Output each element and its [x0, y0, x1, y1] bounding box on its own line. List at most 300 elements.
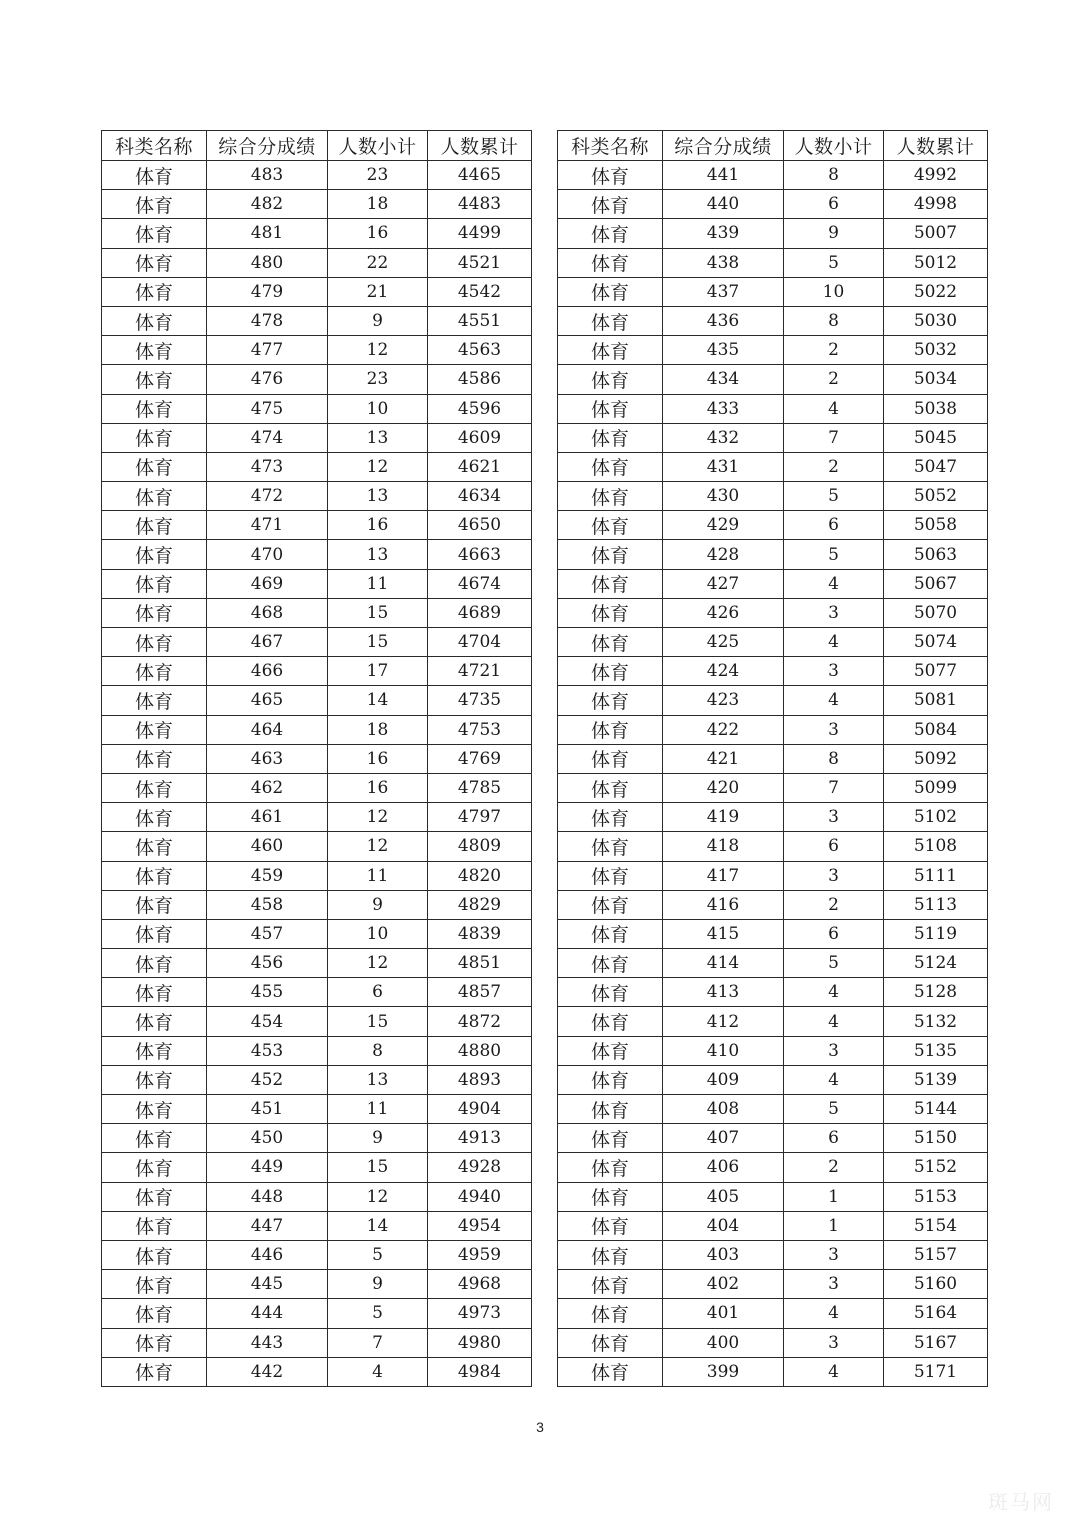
table-row [558, 1007, 988, 1036]
cell-category: 体育 [558, 365, 663, 394]
cell-count: 9 [784, 219, 884, 248]
cell-score: 452 [207, 1065, 328, 1094]
cell-category: 体育 [558, 306, 663, 335]
cell-cumulative: 4893 [428, 1065, 532, 1094]
cell-category: 体育 [102, 277, 207, 306]
cell-score: 480 [207, 248, 328, 277]
cell-category: 体育 [102, 1240, 207, 1269]
cell-count: 2 [784, 452, 884, 481]
cell-category: 体育 [558, 803, 663, 832]
cell-count: 18 [328, 190, 428, 219]
cell-count: 4 [784, 569, 884, 598]
cell-cumulative: 4609 [428, 423, 532, 452]
cell-score: 430 [663, 482, 784, 511]
cell-cumulative: 4857 [428, 978, 532, 1007]
table-row [558, 1328, 988, 1357]
cell-count: 3 [784, 598, 884, 627]
cell-count: 12 [328, 452, 428, 481]
cell-score: 399 [663, 1357, 784, 1386]
table-header-row [558, 131, 988, 161]
table-row [102, 161, 532, 190]
table-row [102, 949, 532, 978]
cell-category: 体育 [558, 540, 663, 569]
column-header-category: 科类名称 [102, 131, 207, 161]
cell-cumulative: 5152 [884, 1153, 988, 1182]
cell-cumulative: 4735 [428, 686, 532, 715]
table-row [102, 1095, 532, 1124]
cell-count: 4 [784, 394, 884, 423]
cell-count: 13 [328, 1065, 428, 1094]
cell-count: 16 [328, 511, 428, 540]
table-row [558, 919, 988, 948]
cell-score: 463 [207, 744, 328, 773]
cell-category: 体育 [102, 569, 207, 598]
cell-count: 15 [328, 628, 428, 657]
table-row [558, 1095, 988, 1124]
table-row [558, 744, 988, 773]
cell-score: 474 [207, 423, 328, 452]
cell-category: 体育 [102, 744, 207, 773]
cell-count: 12 [328, 832, 428, 861]
cell-category: 体育 [102, 628, 207, 657]
cell-category: 体育 [558, 1182, 663, 1211]
cell-category: 体育 [558, 511, 663, 540]
table-row [558, 1270, 988, 1299]
cell-category: 体育 [558, 219, 663, 248]
cell-category: 体育 [558, 1124, 663, 1153]
table-row [558, 686, 988, 715]
cell-score: 431 [663, 452, 784, 481]
cell-score: 416 [663, 890, 784, 919]
cell-cumulative: 4674 [428, 569, 532, 598]
table-row [102, 628, 532, 657]
cell-cumulative: 5092 [884, 744, 988, 773]
cell-cumulative: 4689 [428, 598, 532, 627]
cell-count: 9 [328, 1124, 428, 1153]
cell-count: 5 [784, 482, 884, 511]
cell-category: 体育 [558, 978, 663, 1007]
cell-cumulative: 5058 [884, 511, 988, 540]
cell-category: 体育 [102, 1153, 207, 1182]
table-row [102, 1065, 532, 1094]
cell-count: 4 [784, 1357, 884, 1386]
cell-count: 6 [784, 919, 884, 948]
cell-category: 体育 [558, 715, 663, 744]
cell-cumulative: 5128 [884, 978, 988, 1007]
cell-category: 体育 [558, 832, 663, 861]
table-row [558, 803, 988, 832]
cell-category: 体育 [558, 919, 663, 948]
cell-score: 439 [663, 219, 784, 248]
table-row [102, 219, 532, 248]
cell-count: 8 [784, 306, 884, 335]
cell-count: 12 [328, 949, 428, 978]
cell-score: 420 [663, 773, 784, 802]
cell-cumulative: 5084 [884, 715, 988, 744]
cell-cumulative: 5034 [884, 365, 988, 394]
cell-score: 482 [207, 190, 328, 219]
cell-score: 476 [207, 365, 328, 394]
cell-cumulative: 5135 [884, 1036, 988, 1065]
cell-category: 体育 [102, 715, 207, 744]
cell-score: 478 [207, 306, 328, 335]
cell-category: 体育 [558, 161, 663, 190]
cell-cumulative: 5032 [884, 336, 988, 365]
cell-category: 体育 [102, 919, 207, 948]
table-row [102, 1328, 532, 1357]
cell-cumulative: 5171 [884, 1357, 988, 1386]
table-row [102, 365, 532, 394]
cell-cumulative: 4650 [428, 511, 532, 540]
table-row [558, 452, 988, 481]
cell-category: 体育 [558, 890, 663, 919]
cell-score: 459 [207, 861, 328, 890]
cell-cumulative: 5154 [884, 1211, 988, 1240]
cell-score: 422 [663, 715, 784, 744]
cell-category: 体育 [102, 423, 207, 452]
cell-score: 462 [207, 773, 328, 802]
cell-count: 6 [328, 978, 428, 1007]
cell-cumulative: 5167 [884, 1328, 988, 1357]
cell-cumulative: 4785 [428, 773, 532, 802]
cell-score: 404 [663, 1211, 784, 1240]
cell-cumulative: 5077 [884, 657, 988, 686]
table-row [102, 861, 532, 890]
cell-score: 479 [207, 277, 328, 306]
cell-count: 5 [328, 1240, 428, 1269]
cell-score: 428 [663, 540, 784, 569]
cell-score: 472 [207, 482, 328, 511]
cell-count: 1 [784, 1182, 884, 1211]
cell-cumulative: 4621 [428, 452, 532, 481]
cell-category: 体育 [102, 1124, 207, 1153]
cell-count: 15 [328, 598, 428, 627]
cell-category: 体育 [102, 832, 207, 861]
cell-score: 441 [663, 161, 784, 190]
cell-score: 423 [663, 686, 784, 715]
cell-cumulative: 5074 [884, 628, 988, 657]
cell-category: 体育 [558, 452, 663, 481]
cell-count: 3 [784, 803, 884, 832]
cell-cumulative: 5012 [884, 248, 988, 277]
cell-score: 464 [207, 715, 328, 744]
cell-cumulative: 5052 [884, 482, 988, 511]
cell-count: 14 [328, 1211, 428, 1240]
cell-category: 体育 [102, 1299, 207, 1328]
table-row [102, 1007, 532, 1036]
cell-count: 3 [784, 861, 884, 890]
cell-cumulative: 4465 [428, 161, 532, 190]
score-table-right [557, 130, 988, 1387]
cell-score: 455 [207, 978, 328, 1007]
cell-count: 6 [784, 511, 884, 540]
cell-score: 409 [663, 1065, 784, 1094]
table-header-row [102, 131, 532, 161]
cell-count: 7 [784, 423, 884, 452]
cell-count: 3 [784, 715, 884, 744]
cell-score: 469 [207, 569, 328, 598]
table-row [102, 423, 532, 452]
cell-category: 体育 [558, 569, 663, 598]
table-row [558, 773, 988, 802]
cell-category: 体育 [102, 540, 207, 569]
cell-count: 11 [328, 1095, 428, 1124]
table-row [558, 832, 988, 861]
table-row [558, 423, 988, 452]
cell-cumulative: 5150 [884, 1124, 988, 1153]
cell-cumulative: 5160 [884, 1270, 988, 1299]
cell-count: 12 [328, 803, 428, 832]
cell-score: 442 [207, 1357, 328, 1386]
cell-cumulative: 4913 [428, 1124, 532, 1153]
cell-cumulative: 4551 [428, 306, 532, 335]
cell-count: 23 [328, 161, 428, 190]
table-row [102, 1153, 532, 1182]
table-row [558, 1299, 988, 1328]
score-table-left [101, 130, 532, 1387]
cell-category: 体育 [558, 1211, 663, 1240]
cell-count: 17 [328, 657, 428, 686]
table-row [558, 1357, 988, 1386]
cell-score: 432 [663, 423, 784, 452]
cell-cumulative: 5113 [884, 890, 988, 919]
cell-count: 11 [328, 569, 428, 598]
cell-score: 435 [663, 336, 784, 365]
cell-cumulative: 4968 [428, 1270, 532, 1299]
cell-count: 7 [784, 773, 884, 802]
cell-category: 体育 [558, 1328, 663, 1357]
cell-category: 体育 [102, 219, 207, 248]
table-row [102, 715, 532, 744]
cell-category: 体育 [102, 394, 207, 423]
cell-cumulative: 5144 [884, 1095, 988, 1124]
table-row [102, 452, 532, 481]
table-row [558, 161, 988, 190]
cell-score: 410 [663, 1036, 784, 1065]
cell-cumulative: 4959 [428, 1240, 532, 1269]
cell-count: 16 [328, 773, 428, 802]
cell-cumulative: 4851 [428, 949, 532, 978]
table-row [558, 628, 988, 657]
cell-cumulative: 4904 [428, 1095, 532, 1124]
cell-count: 9 [328, 306, 428, 335]
cell-category: 体育 [558, 1270, 663, 1299]
cell-cumulative: 5102 [884, 803, 988, 832]
cell-score: 438 [663, 248, 784, 277]
cell-count: 3 [784, 657, 884, 686]
table-row [102, 248, 532, 277]
table-row [102, 1270, 532, 1299]
cell-category: 体育 [102, 365, 207, 394]
cell-count: 4 [784, 1299, 884, 1328]
cell-category: 体育 [558, 1299, 663, 1328]
table-row [558, 394, 988, 423]
cell-category: 体育 [558, 248, 663, 277]
table-row [558, 219, 988, 248]
cell-category: 体育 [558, 482, 663, 511]
cell-category: 体育 [102, 190, 207, 219]
table-row [558, 248, 988, 277]
cell-count: 13 [328, 482, 428, 511]
cell-count: 2 [784, 336, 884, 365]
cell-cumulative: 4880 [428, 1036, 532, 1065]
cell-count: 3 [784, 1240, 884, 1269]
cell-cumulative: 4483 [428, 190, 532, 219]
cell-category: 体育 [102, 511, 207, 540]
cell-score: 450 [207, 1124, 328, 1153]
table-row [102, 598, 532, 627]
cell-cumulative: 4499 [428, 219, 532, 248]
table-row [102, 978, 532, 1007]
cell-score: 456 [207, 949, 328, 978]
cell-cumulative: 5099 [884, 773, 988, 802]
page-number: 3 [536, 1419, 544, 1435]
cell-score: 451 [207, 1095, 328, 1124]
table-row [102, 803, 532, 832]
table-row [558, 890, 988, 919]
cell-cumulative: 4704 [428, 628, 532, 657]
cell-count: 4 [784, 628, 884, 657]
cell-count: 12 [328, 336, 428, 365]
cell-count: 3 [784, 1270, 884, 1299]
cell-score: 443 [207, 1328, 328, 1357]
cell-count: 1 [784, 1211, 884, 1240]
cell-category: 体育 [102, 1182, 207, 1211]
cell-score: 427 [663, 569, 784, 598]
cell-category: 体育 [102, 773, 207, 802]
cell-cumulative: 4954 [428, 1211, 532, 1240]
cell-cumulative: 4940 [428, 1182, 532, 1211]
cell-score: 425 [663, 628, 784, 657]
cell-count: 2 [784, 365, 884, 394]
table-row [558, 569, 988, 598]
cell-count: 22 [328, 248, 428, 277]
table-body [102, 161, 532, 1387]
cell-category: 体育 [558, 861, 663, 890]
cell-cumulative: 5038 [884, 394, 988, 423]
cell-count: 7 [328, 1328, 428, 1357]
cell-cumulative: 4984 [428, 1357, 532, 1386]
cell-category: 体育 [102, 1328, 207, 1357]
cell-category: 体育 [102, 306, 207, 335]
cell-score: 407 [663, 1124, 784, 1153]
cell-category: 体育 [558, 773, 663, 802]
cell-count: 10 [328, 394, 428, 423]
cell-cumulative: 4521 [428, 248, 532, 277]
column-header-score: 综合分成绩 [207, 131, 328, 161]
cell-count: 9 [328, 1270, 428, 1299]
cell-cumulative: 5007 [884, 219, 988, 248]
cell-count: 16 [328, 219, 428, 248]
cell-score: 418 [663, 832, 784, 861]
cell-category: 体育 [558, 949, 663, 978]
cell-cumulative: 4809 [428, 832, 532, 861]
table-row [102, 1240, 532, 1269]
cell-score: 481 [207, 219, 328, 248]
cell-score: 470 [207, 540, 328, 569]
cell-category: 体育 [102, 1270, 207, 1299]
table-row [102, 190, 532, 219]
cell-cumulative: 5111 [884, 861, 988, 890]
cell-count: 4 [784, 686, 884, 715]
cell-score: 412 [663, 1007, 784, 1036]
cell-category: 体育 [558, 394, 663, 423]
table-row [558, 598, 988, 627]
table-row [558, 365, 988, 394]
cell-category: 体育 [558, 190, 663, 219]
cell-count: 2 [784, 1153, 884, 1182]
table-row [558, 949, 988, 978]
cell-cumulative: 4542 [428, 277, 532, 306]
cell-score: 446 [207, 1240, 328, 1269]
cell-count: 4 [784, 1065, 884, 1094]
column-header-count: 人数小计 [784, 131, 884, 161]
cell-cumulative: 5045 [884, 423, 988, 452]
table-row [102, 277, 532, 306]
cell-score: 429 [663, 511, 784, 540]
cell-category: 体育 [102, 1007, 207, 1036]
cell-cumulative: 5081 [884, 686, 988, 715]
table-row [102, 1182, 532, 1211]
cell-category: 体育 [558, 336, 663, 365]
table-row [558, 482, 988, 511]
cell-cumulative: 5063 [884, 540, 988, 569]
cell-count: 23 [328, 365, 428, 394]
cell-category: 体育 [102, 1036, 207, 1065]
cell-category: 体育 [102, 890, 207, 919]
cell-cumulative: 4992 [884, 161, 988, 190]
cell-count: 5 [328, 1299, 428, 1328]
table-row [558, 1211, 988, 1240]
cell-score: 415 [663, 919, 784, 948]
table-row [102, 890, 532, 919]
cell-cumulative: 4820 [428, 861, 532, 890]
table-row [558, 978, 988, 1007]
cell-category: 体育 [558, 686, 663, 715]
cell-count: 5 [784, 248, 884, 277]
cell-score: 475 [207, 394, 328, 423]
cell-category: 体育 [558, 1065, 663, 1094]
table-row [558, 1036, 988, 1065]
cell-score: 437 [663, 277, 784, 306]
column-header-category: 科类名称 [558, 131, 663, 161]
column-header-count: 人数小计 [328, 131, 428, 161]
cell-cumulative: 4563 [428, 336, 532, 365]
table-row [558, 336, 988, 365]
cell-score: 405 [663, 1182, 784, 1211]
cell-category: 体育 [558, 1007, 663, 1036]
cell-score: 406 [663, 1153, 784, 1182]
cell-score: 433 [663, 394, 784, 423]
cell-cumulative: 4596 [428, 394, 532, 423]
cell-cumulative: 4634 [428, 482, 532, 511]
cell-count: 8 [328, 1036, 428, 1065]
table-row [558, 1065, 988, 1094]
cell-score: 449 [207, 1153, 328, 1182]
table-row [558, 1182, 988, 1211]
cell-score: 413 [663, 978, 784, 1007]
cell-score: 453 [207, 1036, 328, 1065]
table-row [102, 773, 532, 802]
cell-score: 419 [663, 803, 784, 832]
table-row [102, 1211, 532, 1240]
cell-score: 461 [207, 803, 328, 832]
cell-cumulative: 5070 [884, 598, 988, 627]
cell-category: 体育 [558, 628, 663, 657]
cell-cumulative: 4973 [428, 1299, 532, 1328]
cell-cumulative: 5108 [884, 832, 988, 861]
cell-score: 468 [207, 598, 328, 627]
